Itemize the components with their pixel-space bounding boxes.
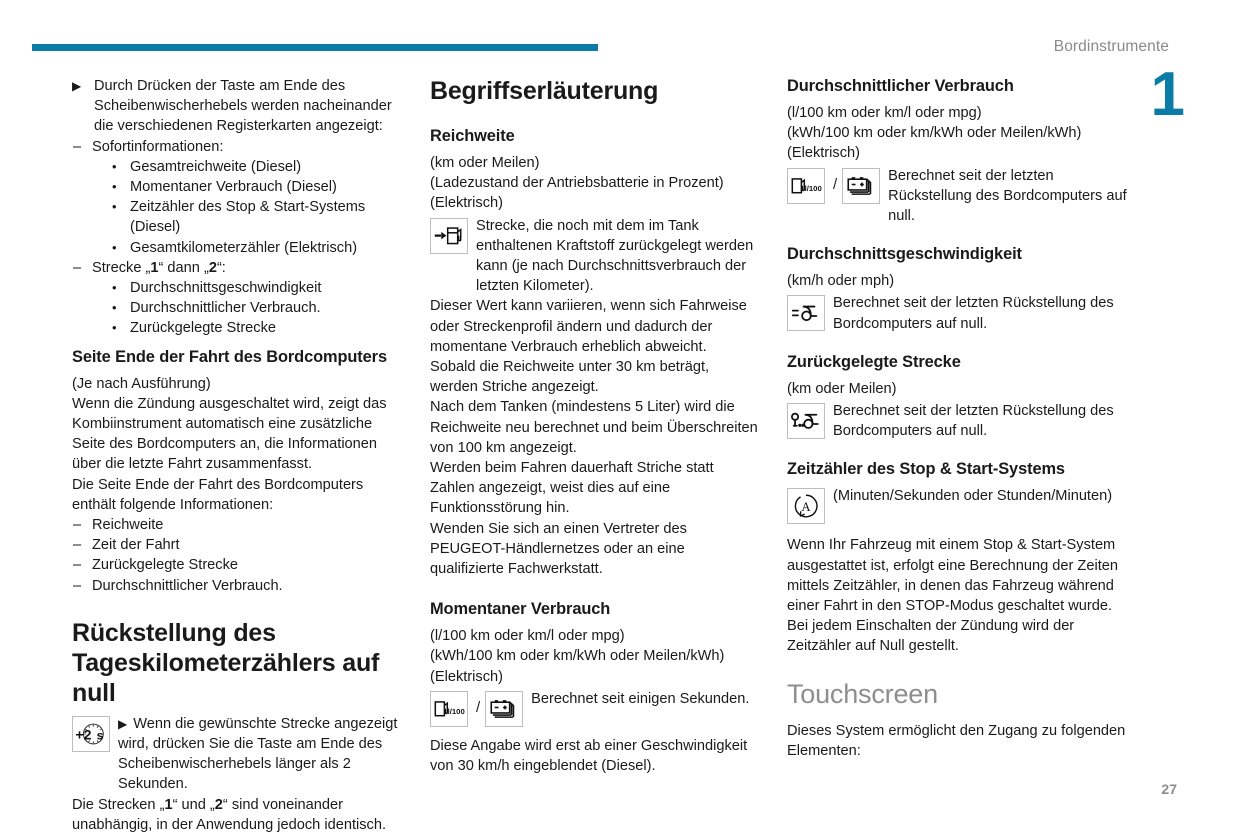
trip-end-paragraph-1: Wenn die Zündung ausgeschaltet wird, zeigt das Kombiinstrument automatisch eine zusätzliche Seite des Bordcomputers an, die Informationen über die letzte Fahrt zusammenfasst.	[72, 395, 387, 473]
avg-speed-icon-block	[787, 293, 1139, 333]
range-paragraph-3: Sobald die Reichweite unter 30 km beträgt, werden Striche angezeigt.	[430, 359, 710, 396]
list-item-label	[92, 260, 226, 276]
list-item-label: Zurückgelegte Strecke	[92, 557, 239, 574]
fuel-consumption-icon	[430, 691, 468, 727]
instant-paragraph-2: Diese Angabe wird erst ab einer Geschwindigkeit von 30 km/h eingeblendet (Diesel).	[430, 737, 748, 775]
instant-units-2: (kWh/100 km oder km/kWh oder Meilen/kWh)	[430, 648, 725, 665]
battery-consumption-icon	[842, 168, 880, 204]
list-item	[110, 157, 408, 177]
bullet-dot-icon: •	[112, 239, 117, 255]
list-item-label: Gesamtreichweite (Diesel)	[130, 158, 302, 175]
section-header-title: Bordinstrumente	[1053, 38, 1169, 55]
trip-number-1: 1	[150, 259, 159, 276]
note-pre: Die Strecken „	[72, 796, 165, 813]
list-item-label: Sofortinformationen:	[92, 138, 224, 155]
avg-speed-units-1: (km/h oder mph)	[787, 273, 895, 290]
range-units-2: (Ladezustand der Antriebsbatterie in Prozent)	[430, 175, 724, 192]
svg-text:A: A	[801, 500, 811, 515]
list-item	[110, 238, 408, 258]
avg-consumption-units-3: (Elektrisch)	[787, 145, 860, 162]
dash-marker: –	[73, 517, 82, 534]
intro-paragraph	[72, 76, 408, 137]
column-right	[787, 76, 1139, 761]
touchscreen-paragraph-1: Dieses System ermöglicht den Zugang zu folgenden Elementen:	[787, 722, 1126, 759]
list-item-label: Momentaner Verbrauch (Diesel)	[130, 179, 337, 196]
dash-marker: –	[73, 557, 82, 574]
range-paragraph-5: Werden beim Fahren dauerhaft Striche statt Zahlen angezeigt, weist dies auf eine Funktionsstörung hin.	[430, 460, 714, 517]
list-item-label: Zeit der Fahrt	[92, 537, 180, 554]
heading-stop-start-counter: Zeitzähler des Stop & Start-Systems	[787, 460, 1065, 479]
icon-separator: /	[476, 698, 481, 716]
trip-number-2: 2	[214, 796, 223, 813]
avg-speed-icon-text: Berechnet seit der letzten Rückstellung des Bordcomputers auf null.	[833, 295, 1114, 332]
avg-consumption-icon-text: Berechnet seit der letzten Rückstellung des Bordcomputers auf null.	[888, 167, 1127, 225]
list-item-label: Zeitzähler des Stop & Start-Systems (Diesel)	[130, 199, 366, 236]
heading-instant-consumption: Momentaner Verbrauch	[430, 600, 611, 619]
list-item-label: Durchschnittsgeschwindigkeit	[130, 280, 322, 297]
reset-text: Wenn die gewünschte Strecke angezeigt wird, drücken Sie die Taste am Ende des Scheibenwischerhebels länger als 2 Sekunden.	[118, 715, 398, 793]
range-paragraph-2: Dieser Wert kann variieren, wenn sich Fahrweise oder Streckenprofil ändern und dadurch der momentane Verbrauch erheblich abweicht.	[430, 298, 747, 355]
bullet-arrow-icon: ▶	[72, 79, 82, 93]
stop-start-paragraph-2: Bei jedem Einschalten der Zündung wird der Zeitzähler auf Null gestellt.	[787, 618, 1075, 655]
instant-units-1: (l/100 km oder km/l oder mpg)	[430, 628, 625, 645]
press-2-seconds-icon	[72, 716, 110, 752]
bullet-dot-icon: •	[112, 179, 117, 195]
note-post: “ sind voneinander unabhängig, in der Anwendung jedoch identisch.	[72, 796, 387, 833]
instant-units-3: (Elektrisch)	[430, 668, 503, 685]
list-item	[72, 137, 408, 258]
fuel-range-icon	[430, 218, 468, 254]
stop-start-units: (Minuten/Sekunden oder Stunden/Minuten)	[833, 488, 1113, 505]
register-tabs-list	[72, 137, 408, 339]
list-item	[72, 515, 408, 535]
label-mid: “ dann „	[158, 259, 209, 276]
list-item	[110, 318, 408, 338]
list-item	[72, 576, 408, 596]
stop-start-icon-block	[787, 486, 1139, 525]
heading-range: Reichweite	[430, 127, 515, 145]
icon-separator: /	[833, 175, 838, 193]
list-item-label: Reichweite	[92, 517, 164, 534]
distance-travelled-icon	[787, 403, 825, 439]
reset-instruction-block	[72, 714, 408, 795]
bullet-dot-icon: •	[112, 158, 117, 174]
range-paragraph-4: Nach dem Tanken (mindestens 5 Liter) wird die Reichweite neu berechnet und beim Überschreiten von 100 km angezeigt.	[430, 399, 758, 456]
avg-consumption-units-2: (kWh/100 km oder km/kWh oder Meilen/kWh)	[787, 125, 1082, 142]
dash-marker: –	[73, 577, 82, 594]
chapter-number: 1	[1150, 60, 1185, 129]
list-item-label: Durchschnittlicher Verbrauch.	[130, 300, 321, 317]
list-item-label: Gesamtkilometerzähler (Elektrisch)	[130, 239, 358, 256]
list-item	[72, 555, 408, 575]
trip-end-paragraph-2: Die Seite Ende der Fahrt des Bordcomputers enthält folgende Informationen:	[72, 476, 364, 513]
page-number: 27	[1161, 781, 1177, 797]
list-item-label: Zurückgelegte Strecke	[130, 320, 277, 337]
trip-number-2: 2	[208, 259, 217, 276]
svg-text:l/100: l/100	[804, 183, 822, 193]
bullet-dot-icon: •	[112, 300, 117, 316]
instant-icon-block	[430, 689, 760, 728]
heading-glossary: Begriffserläuterung	[430, 77, 659, 105]
list-item-label: Durchschnittlicher Verbrauch.	[92, 577, 283, 594]
range-units-1: (km oder Meilen)	[430, 155, 540, 171]
bullet-arrow-icon: ▶	[118, 716, 128, 731]
column-middle	[430, 76, 760, 776]
heading-distance-travelled: Zurückgelegte Strecke	[787, 352, 961, 371]
header-accent-rule	[32, 44, 598, 51]
range-units-3: (Elektrisch)	[430, 195, 503, 212]
trip-number-1: 1	[164, 796, 173, 813]
dash-marker: –	[73, 138, 82, 155]
distance-icon-text: Berechnet seit der letzten Rückstellung des Bordcomputers auf null.	[833, 403, 1114, 440]
heading-reset-trip-meter: Rückstellung des Tageskilometerzählers auf null	[72, 618, 380, 707]
heading-average-consumption: Durchschnittlicher Verbrauch	[787, 77, 1014, 95]
dash-marker: –	[73, 537, 82, 554]
svg-text:s: s	[96, 728, 104, 743]
instant-icon-text: Berechnet seit einigen Sekunden.	[531, 690, 750, 707]
range-paragraph-6: Wenden Sie sich an einen Vertreter des PEUGEOT-Händlernetzes oder an eine qualifizierte Fachwerkstatt.	[430, 520, 687, 578]
avg-consumption-units-1: (l/100 km oder km/l oder mpg)	[787, 105, 982, 121]
fuel-consumption-icon	[787, 168, 825, 204]
list-item	[110, 298, 408, 318]
column-left	[72, 76, 408, 835]
battery-consumption-icon	[485, 691, 523, 727]
heading-touchscreen: Touchscreen	[787, 678, 938, 709]
note-mid: “ und „	[172, 796, 215, 813]
list-item	[110, 197, 408, 237]
label-post: “:	[216, 259, 226, 276]
label-pre: Strecke „	[92, 259, 151, 276]
stop-start-paragraph-1: Wenn Ihr Fahrzeug mit einem Stop & Start-System ausgestattet ist, erfolgt eine Berechnung der Zeiten mittels Zeitzähler, in denen das Fahrzeug während einer Fahrt in den STOP-Modus geschaltet wurde.	[787, 537, 1118, 615]
range-icon-block	[430, 216, 760, 297]
intro-text: Durch Drücken der Taste am Ende des Scheibenwischerhebels werden nacheinander die verschiedenen Registerkarten angezeigt:	[94, 78, 392, 135]
sub-list	[92, 278, 408, 339]
svg-text:l/100: l/100	[447, 706, 465, 716]
reset-note	[72, 795, 408, 835]
distance-units-1: (km oder Meilen)	[787, 380, 897, 397]
sub-list	[92, 157, 408, 258]
heading-trip-end-page: Seite Ende der Fahrt des Bordcomputers	[72, 347, 387, 366]
list-item	[110, 177, 408, 197]
stop-start-system-icon	[787, 488, 825, 524]
distance-icon-block	[787, 401, 1139, 441]
reset-instruction-text	[118, 714, 408, 795]
bullet-dot-icon: •	[112, 320, 117, 336]
svg-text:+2: +2	[75, 727, 92, 744]
bullet-dot-icon: •	[112, 280, 117, 296]
bullet-dot-icon: •	[112, 199, 117, 215]
dash-marker: –	[73, 259, 82, 276]
list-item	[72, 258, 408, 339]
average-speed-icon	[787, 295, 825, 331]
list-item	[72, 535, 408, 555]
trip-end-info-list	[72, 515, 408, 596]
range-icon-text: Strecke, die noch mit dem im Tank enthaltenen Kraftstoff zurückgelegt werden kann (je nach Durchschnittsverbrauch der letzten Kilometer).	[476, 217, 754, 295]
trip-end-variant-note: (Je nach Ausführung)	[72, 375, 211, 392]
list-item	[110, 278, 408, 298]
avg-consumption-icon-block	[787, 166, 1139, 227]
heading-average-speed: Durchschnittsgeschwindigkeit	[787, 245, 1022, 264]
